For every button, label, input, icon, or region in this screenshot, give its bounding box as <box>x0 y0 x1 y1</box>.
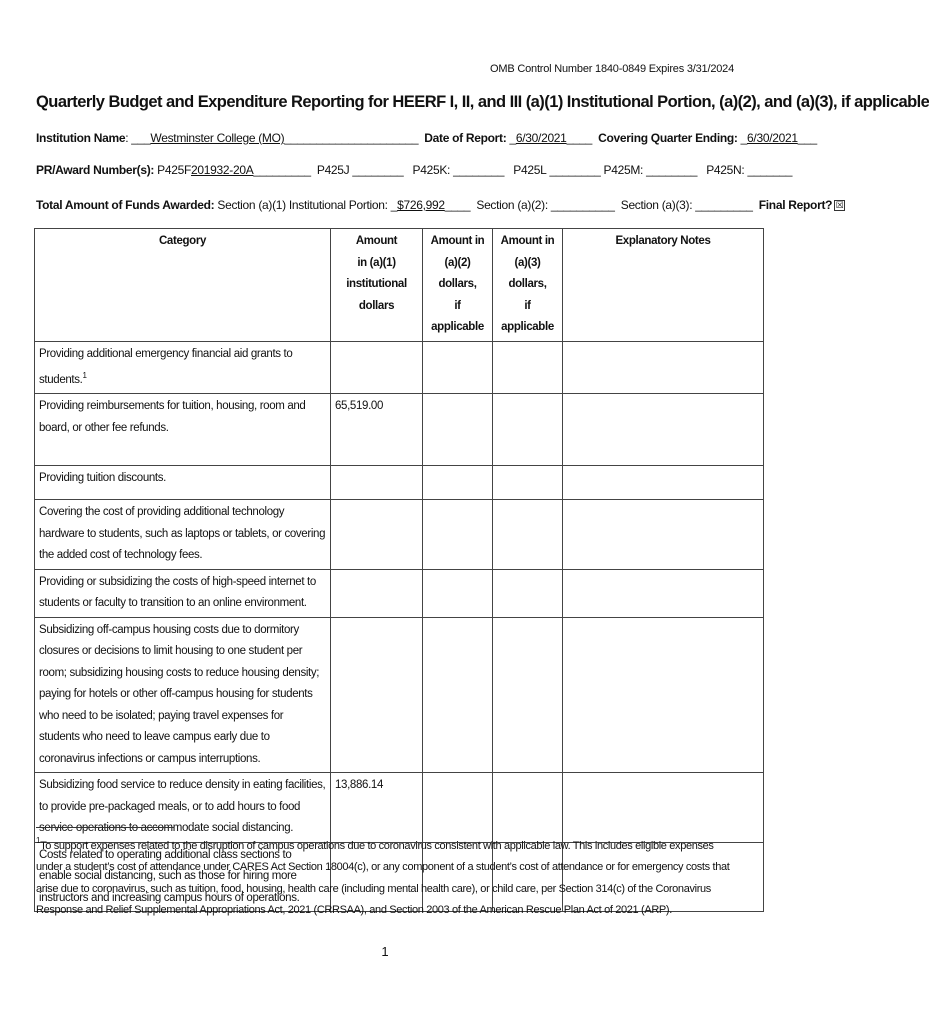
footnote-divider <box>36 827 174 828</box>
a3-cell[interactable] <box>493 466 563 500</box>
p425k-label: P425K: <box>412 163 451 177</box>
institution-line: Institution Name: ___Westminster College (MO)_____________________ Date of Report: _6/30/2021____ Covering Quarter Ending: _6/30/2021___ <box>36 131 817 145</box>
a2-cell[interactable] <box>423 773 493 843</box>
a2-cell[interactable] <box>423 617 493 773</box>
a1-cell[interactable] <box>331 617 423 773</box>
a2-cell[interactable] <box>423 466 493 500</box>
a1-cell[interactable] <box>331 569 423 617</box>
a3-cell[interactable] <box>493 617 563 773</box>
final-report-checkbox[interactable]: ☒ <box>835 200 844 211</box>
a2-cell[interactable] <box>423 500 493 570</box>
p425j-label: P425J <box>316 163 350 177</box>
a2-header: Amount in (a)(2) dollars, if applicable <box>423 229 493 342</box>
final-report-label: Final Report? <box>758 198 833 212</box>
category-cell: Covering the cost of providing additional technology hardware to students, such as laptops or tablets, or covering the added cost of technology fees. <box>35 500 331 570</box>
budget-table <box>34 228 764 912</box>
section-a1-label: Section (a)(1) Institutional Portion: <box>217 198 388 212</box>
category-cell: Subsidizing off-campus housing costs due to dormitory closures or decisions to limit housing to one student per room; subsidizing housing costs to reduce housing density; paying for hotels or other off-campus housing for students who need to be isolated; paying travel expenses for students who need to leave campus early due to coronavirus infections or campus interruptions. <box>35 617 331 773</box>
covering-quarter-field[interactable]: 6/30/2021 <box>747 131 798 145</box>
notes-cell[interactable] <box>563 394 764 466</box>
p425l-label: P425L <box>513 163 547 177</box>
notes-cell[interactable] <box>563 773 764 843</box>
category-cell: Providing additional emergency financial aid grants to students.$^1$ <box>35 341 331 394</box>
table-row <box>35 466 764 500</box>
table-row <box>35 617 764 773</box>
notes-cell[interactable] <box>563 617 764 773</box>
category-header: Category <box>35 229 331 342</box>
category-cell: Subsidizing food service to reduce density in eating facilities, to provide pre-packaged meals, or to add hours to food service operations to accommodate social distancing. <box>35 773 331 843</box>
section-a1-field[interactable]: $726,992 <box>397 198 445 212</box>
table-row <box>35 500 764 570</box>
a1-cell[interactable] <box>331 341 423 394</box>
notes-cell[interactable] <box>563 500 764 570</box>
funds-label: Total Amount of Funds Awarded: <box>36 198 215 212</box>
category-cell: Providing tuition discounts. <box>35 466 331 500</box>
institution-label: Institution Name <box>36 131 126 145</box>
omb-control-number: OMB Control Number 1840-0849 Expires 3/31/2024 <box>490 63 734 75</box>
page-number: 1 <box>381 944 389 959</box>
a1-cell[interactable]: 65,519.00 <box>331 394 423 466</box>
a1-cell[interactable] <box>331 500 423 570</box>
category-cell: Providing or subsidizing the costs of high-speed internet to students or faculty to transition to an online environment. <box>35 569 331 617</box>
a2-cell[interactable] <box>423 394 493 466</box>
funds-line: Total Amount of Funds Awarded: Section (a)(1) Institutional Portion: _$726,992____ Section (a)(2): __________ Section (a)(3): _________ Final Report? ☒ <box>36 198 844 212</box>
footnote <box>36 836 740 921</box>
p425f-field[interactable]: 201932-20A <box>191 163 254 177</box>
a3-cell[interactable] <box>493 569 563 617</box>
category-cell: Providing reimbursements for tuition, housing, room and board, or other fee refunds. <box>35 394 331 466</box>
table-row <box>35 569 764 617</box>
a1-cell[interactable] <box>331 466 423 500</box>
p425f-label: P425F <box>157 163 192 177</box>
award-line: PR/Award Number(s): P425F201932-20A_________ P425J ________ P425K: ________ P425L ________ P425M: ________ P425N: _______ <box>36 163 793 177</box>
footnote-text: To support expenses related to the disruption of campus operations due to coronavirus consistent with applicable law. This includes eligible expenses under a student’s cost of attendance under CARES Act Section 18004(c), or any component of a student’s cost of attendance or for emergency costs that arise due to coronavirus, such as tuition, food, housing, health care (including mental health care), or child care, per Section 314(c) of the Coronavirus Response and Relief Supplemental Appropriations Act, 2021 (CRRSAA), and Section 2003 of the American Rescue Plan Act of 2021 (ARP). <box>36 840 730 916</box>
section-a3-label: Section (a)(3): <box>620 198 693 212</box>
a3-header: Amount in (a)(3) dollars, if applicable <box>493 229 563 342</box>
a1-cell[interactable]: 13,886.14 <box>331 773 423 843</box>
a2-cell[interactable] <box>423 341 493 394</box>
notes-cell[interactable] <box>563 466 764 500</box>
a1-header: Amount in (a)(1) institutional dollars <box>331 229 423 342</box>
footnote-mark: 1 <box>36 836 41 845</box>
table-row <box>35 394 764 466</box>
category-cell: Costs related to operating additional class sections to enable social distancing, such as those for hiring more instructors and increasing campus hours of operations. <box>35 842 331 912</box>
a3-cell[interactable] <box>493 773 563 843</box>
table-row <box>35 773 764 843</box>
institution-name-field[interactable]: Westminster College (MO) <box>150 131 285 145</box>
p425m-label: P425M: <box>603 163 644 177</box>
notes-cell[interactable] <box>563 341 764 394</box>
notes-cell[interactable] <box>563 569 764 617</box>
a3-cell[interactable] <box>493 394 563 466</box>
covering-quarter-label: Covering Quarter Ending: <box>598 131 738 145</box>
table-header-row <box>35 229 764 342</box>
table-row <box>35 341 764 394</box>
a3-cell[interactable] <box>493 500 563 570</box>
date-of-report-label: Date of Report: <box>424 131 507 145</box>
notes-header: Explanatory Notes <box>563 229 764 342</box>
section-a2-label: Section (a)(2): <box>476 198 548 212</box>
date-of-report-field[interactable]: 6/30/2021 <box>515 131 567 145</box>
a3-cell[interactable] <box>493 341 563 394</box>
page-title: Quarterly Budget and Expenditure Reporting for HEERF I, II, and III (a)(1) Institutional Portion, (a)(2), and (a)(3), if applicable <box>36 93 929 111</box>
a2-cell[interactable] <box>423 569 493 617</box>
award-label: PR/Award Number(s): <box>36 163 155 177</box>
p425n-label: P425N: <box>706 163 745 177</box>
